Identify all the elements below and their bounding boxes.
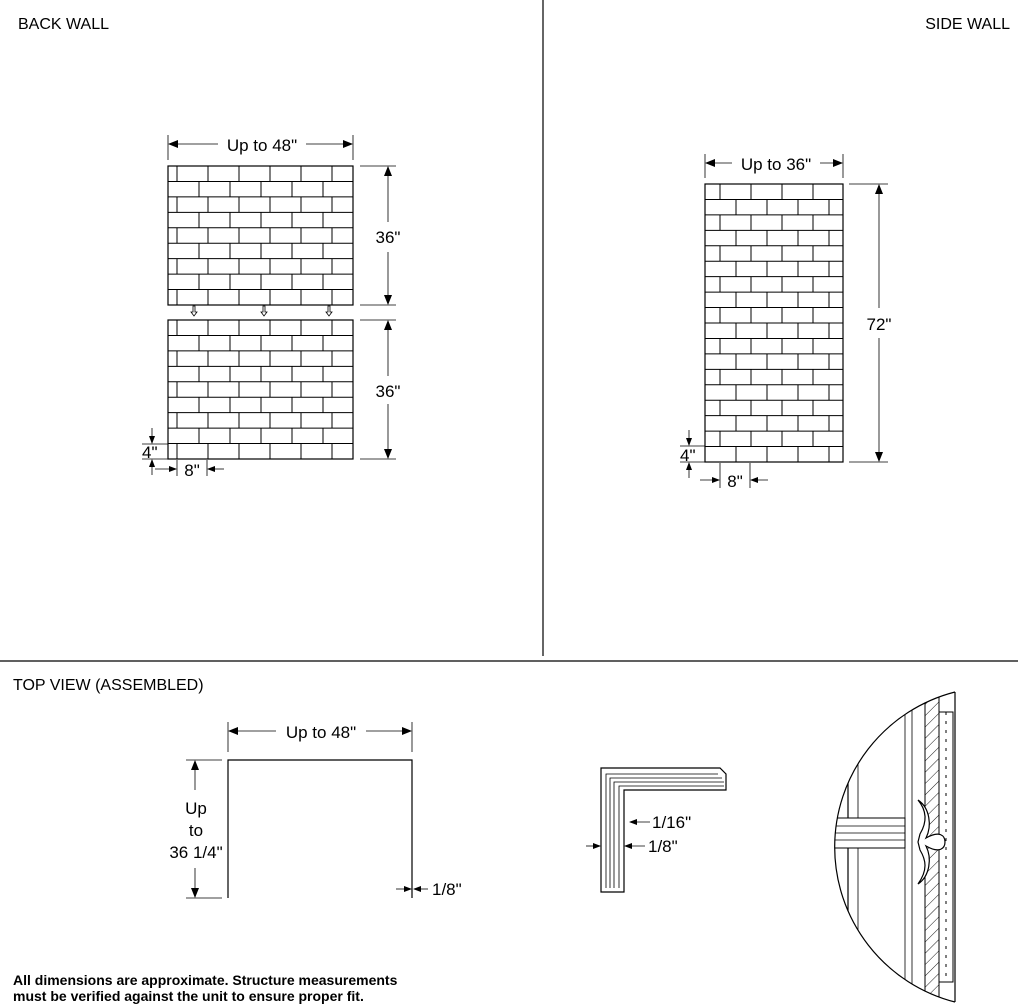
side-wall-width-label: Up to 36" — [740, 155, 812, 174]
back-wall-brick-offset-label: 8" — [184, 461, 200, 480]
magnified-joint-detail — [790, 692, 955, 1002]
back-wall-upper-panel — [168, 166, 353, 305]
side-wall-diagram — [680, 154, 891, 491]
corner-detail — [586, 768, 726, 892]
back-wall-width-label: Up to 48" — [226, 136, 298, 155]
back-wall-label: BACK WALL — [18, 16, 109, 33]
side-wall-height-label: 72" — [866, 315, 892, 334]
side-wall-panel — [705, 184, 843, 462]
side-wall-brick-offset-label: 8" — [727, 472, 743, 491]
side-wall-label: SIDE WALL — [925, 16, 1010, 33]
panel-join-arrows — [191, 306, 332, 316]
corner-gap-label: 1/16" — [652, 813, 692, 832]
back-wall-diagram — [142, 135, 400, 480]
top-view-label: TOP VIEW (ASSEMBLED) — [13, 677, 204, 694]
top-view-depth-line2: to — [188, 821, 204, 840]
dimensions-note-line1: All dimensions are approximate. Structure measurements — [13, 972, 398, 988]
back-wall-brick-height-label: 4" — [142, 443, 158, 462]
side-wall-brick-height-label: 4" — [680, 446, 696, 465]
top-view-width-label: Up to 48" — [285, 723, 357, 742]
top-view-depth-line3: 36 1/4" — [169, 843, 223, 862]
top-view-depth-line1: Up — [185, 799, 207, 818]
dimensions-note-line2: must be verified against the unit to ensure proper fit. — [13, 988, 364, 1004]
back-wall-upper-height-label: 36" — [375, 228, 401, 247]
back-wall-lower-panel — [168, 320, 353, 459]
top-view-diagram — [169, 722, 461, 899]
back-wall-lower-height-label: 36" — [375, 382, 401, 401]
top-view-thickness-label: 1/8" — [432, 880, 462, 899]
corner-thickness-label: 1/8" — [648, 837, 678, 856]
